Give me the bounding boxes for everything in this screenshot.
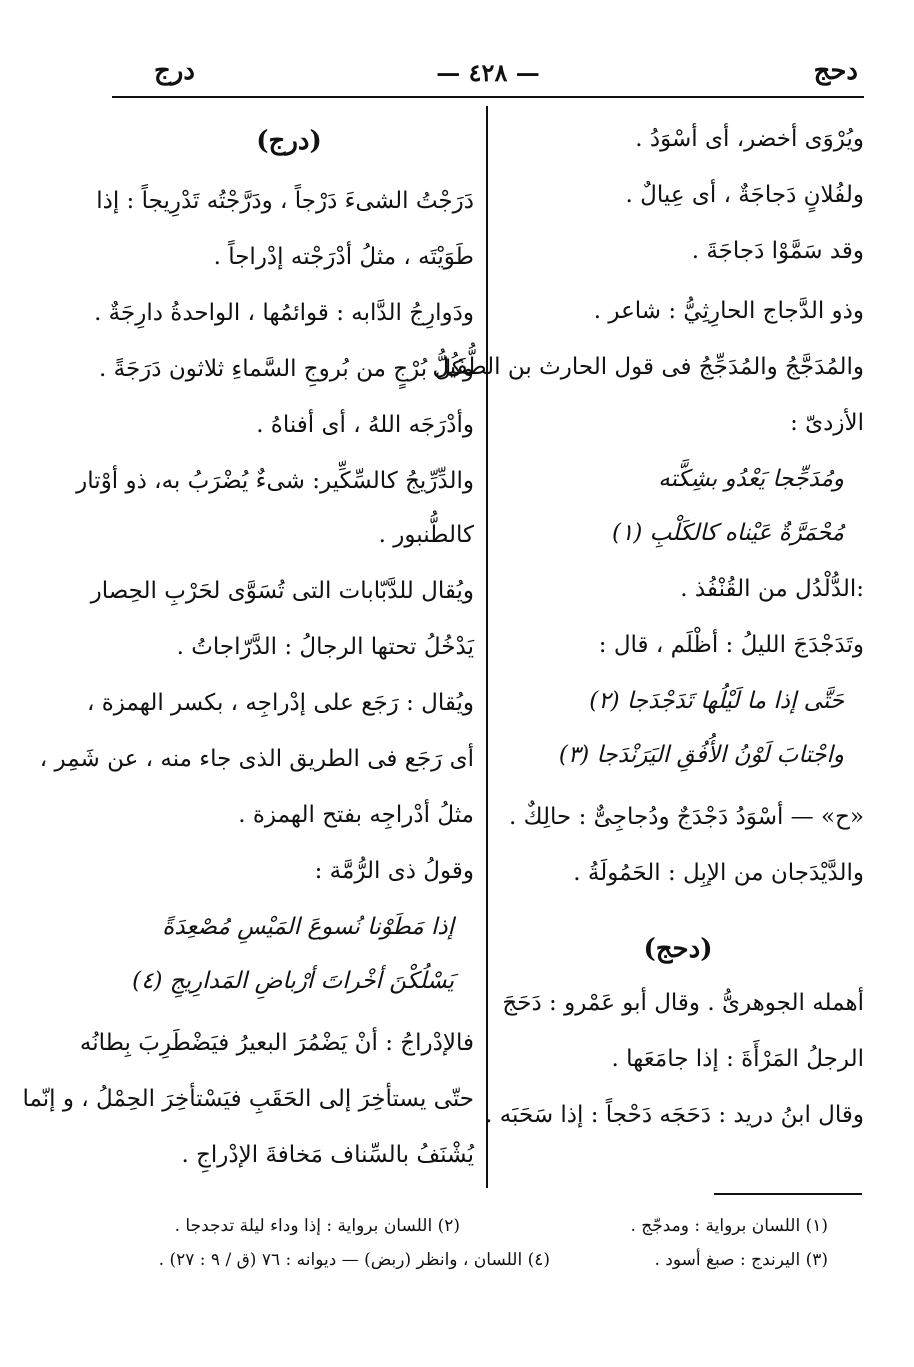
right-column — [432, 126, 864, 1160]
text-line: والمُدَجَّجُ والمُدَجِّجُ فى قول الحارث بن الطُّفَيل — [432, 354, 864, 380]
text-line: أى رَجَع فى الطريق الذى جاء منه ، عن شَمِر ، — [39, 746, 474, 772]
text-line: يُشْنَفُ بالسِّناف مَخافةَ الإدْراجِ . — [181, 1142, 474, 1168]
footnote-2: (٢) اللسان برواية : إذا وداء ليلة تدجدجا . — [174, 1216, 460, 1236]
text-line: وقد سَمَّوْا دَجاجَةَ . — [691, 238, 864, 264]
page-number: — ٤٢٨ — — [436, 58, 540, 87]
text-line: ولفُلانٍ دَجاجَةٌ ، أى عِيالٌ . — [625, 182, 864, 208]
text-line: مثلُ أدْراجِه بفتح الهمزة . — [238, 802, 474, 828]
verse-line: ومُدَجِّجا يَعْدُو بشِكَّته — [658, 466, 844, 492]
footnote-rule — [714, 1193, 862, 1195]
verse-line: مُحْمَرَّةٌ عَيْناه كالكَلْبِ (١) — [612, 520, 844, 546]
footnote-1: (١) اللسان برواية : ومدجّج . — [630, 1216, 828, 1236]
text-line: ويُقال للدَّبّابات التى تُسَوَّى لحَرْبِ الحِصار — [90, 578, 474, 604]
text-line: ويُرْوَى أخضر، أى أسْوَدُ . — [635, 126, 864, 152]
verse-line: واجْتابَ لَوْنُ الأُفُقِ اليَرَنْدَجا (٣) — [558, 742, 844, 768]
header-root-right: دحج — [813, 56, 858, 86]
column-divider — [486, 106, 488, 1188]
entry-heading: (دحج) — [643, 934, 713, 964]
text-line: الأزدىّ : — [790, 410, 864, 436]
text-line: الرجلُ المَرْأَةَ : إذا جامَعَها . — [611, 1046, 864, 1072]
footnote-3: (٣) اليرندج : صبغ أسود . — [654, 1250, 828, 1270]
text-line: ويُقال : رَجَع على إدْراجِه ، بكسر الهمزة ، — [86, 690, 474, 716]
text-line: يَدْخُلُ تحتها الرجالُ : الدَّرّاجاتُ . — [176, 634, 474, 660]
verse-line: إذا مَطَوْنا نُسوعَ المَيْسِ مُصْعِدَةً — [162, 914, 454, 940]
text-line: وذو الدَّجاج الحارِثِيُّ : شاعر . — [593, 298, 864, 324]
page-header — [110, 52, 866, 96]
text-line: طَوَيْتَه ، مثلُ أدْرَجْته إدْراجاً . — [213, 244, 474, 270]
text-line: ودَوارِجُ الدَّابه : قوائمُها ، الواحدةُ دارِجَةٌ . — [94, 300, 474, 326]
header-root-left: درج — [154, 56, 195, 86]
text-line: وقال ابنُ دريد : دَحَجَه دَحْجاً : إذا سَحَبَه . — [485, 1102, 864, 1128]
footnote-4: (٤) اللسان ، وانظر (ربض) — ديوانه : ٧٦ (ق / ٩ : ٢٧) . — [158, 1250, 550, 1270]
text-line: وتَدَجْدَجَ الليلُ : أظْلَم ، قال : — [598, 632, 864, 658]
text-line: وأدْرَجَه اللهُ ، أى أفناهُ . — [256, 412, 474, 438]
text-line: وقولُ ذى الرُّمَّة : — [314, 858, 474, 884]
text-line: حتّى يستأخِرَ إلى الحَقَبِ فيَسْتأخِرَ الحِمْلُ ، و إنّما — [22, 1086, 474, 1112]
text-line: دَرَجْتُ الشىءَ دَرْجاً ، ودَرَّجْتُه تَدْرِيجاً : إذا — [96, 188, 474, 214]
verse-line: يَسْلُكْنَ أخْراتَ أرْباضِ المَدارِيجِ (٤) — [132, 968, 454, 994]
text-line: والدِّرِّيجُ كالسِّكِّير: شىءٌ يُضْرَبُ به، ذو أوْتار — [76, 468, 474, 494]
text-line: :الدُّلْدُل من القُنْفُذ . — [680, 576, 864, 602]
text-line: أهمله الجوهرىُّ . وقال أبو عَمْرو : دَحَجَ — [502, 990, 864, 1016]
text-line: فالإدْراجُ : أنْ يَضْمُرَ البعيرُ فيَضْطَرِبَ بِطانُه — [79, 1030, 474, 1056]
text-line: وكُلُّ بُرْجٍ من بُروجِ السَّماءِ ثلاثون دَرَجَةً . — [98, 356, 474, 382]
header-rule — [112, 96, 864, 98]
verse-line: حَتَّى إذا ما لَيْلُها تَدَجْدَجا (٢) — [589, 688, 844, 714]
text-line: والدَّيْدَجان من الإبِل : الحَمُولَةُ . — [573, 860, 864, 886]
text-line: «ح» — أسْوَدُ دَجْدَجٌ ودُجاجِىٌّ : حالِكٌ . — [509, 804, 864, 830]
text-line: كالطُّنبور . — [378, 522, 474, 548]
left-column — [22, 126, 474, 1200]
footnotes — [130, 1216, 850, 1286]
entry-heading: (درج) — [256, 126, 322, 156]
